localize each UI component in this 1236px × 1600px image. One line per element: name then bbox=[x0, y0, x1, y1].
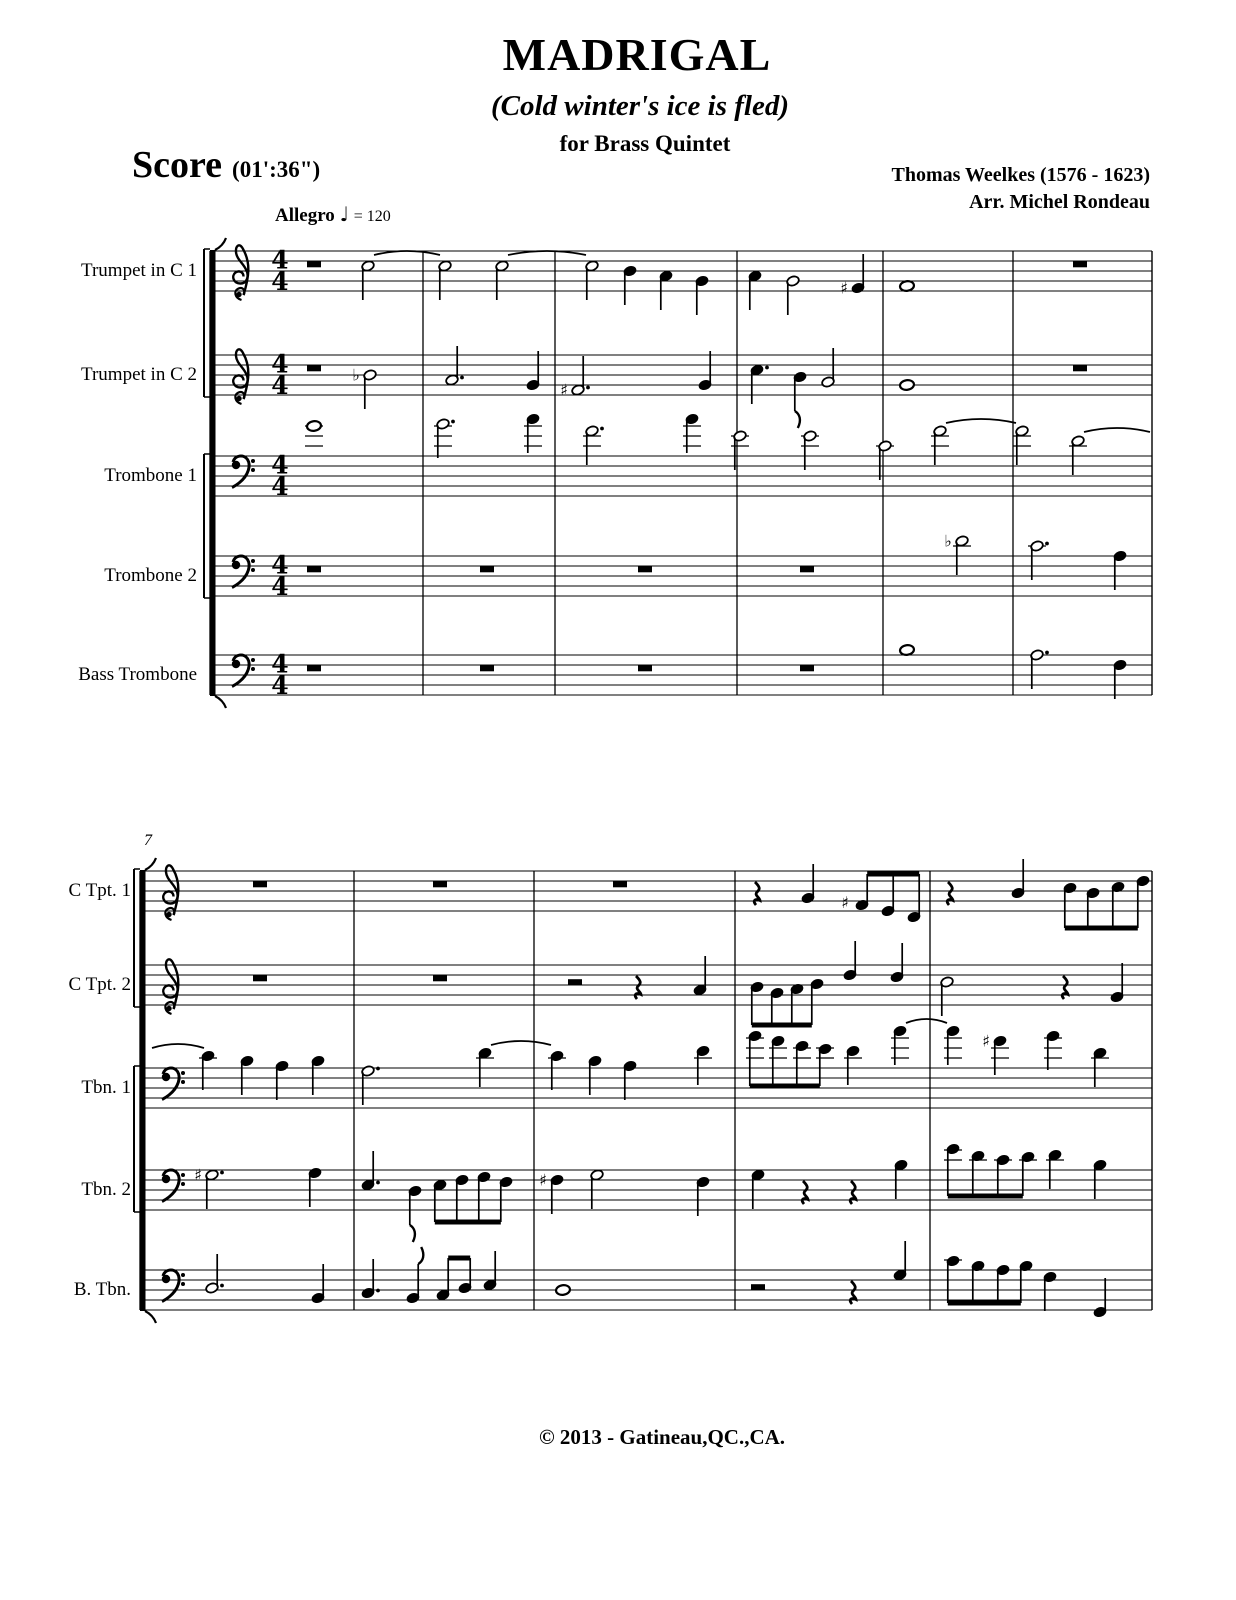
note bbox=[1044, 1030, 1062, 1070]
system-bar bbox=[210, 250, 216, 696]
staff-label: C Tpt. 2 bbox=[68, 974, 131, 995]
note bbox=[659, 270, 673, 310]
note bbox=[539, 1171, 564, 1215]
note bbox=[899, 379, 914, 390]
note bbox=[495, 260, 509, 300]
bass-clef-icon bbox=[162, 1068, 185, 1100]
tie bbox=[152, 1044, 204, 1048]
treble-clef-icon bbox=[163, 959, 178, 1014]
rest bbox=[253, 976, 267, 982]
ensemble-line: for Brass Quintet bbox=[559, 131, 731, 156]
note bbox=[1093, 1278, 1107, 1318]
staff-label: Trumpet in C 2 bbox=[81, 364, 197, 385]
note bbox=[940, 976, 954, 1016]
note bbox=[361, 1151, 380, 1191]
score-label: Score bbox=[132, 144, 223, 186]
note bbox=[694, 1045, 712, 1085]
bass-clef-icon bbox=[162, 1170, 185, 1202]
svg-text:4: 4 bbox=[271, 371, 289, 400]
staff-group-bracket bbox=[204, 454, 210, 598]
rest bbox=[433, 882, 447, 888]
system-bar bbox=[140, 870, 146, 1311]
svg-text:♯: ♯ bbox=[560, 380, 568, 400]
treble-clef-icon bbox=[163, 865, 178, 920]
tempo-value: = 120 bbox=[353, 208, 391, 225]
note bbox=[876, 440, 894, 480]
note bbox=[311, 1055, 325, 1095]
note bbox=[748, 270, 762, 310]
staff-label: Bass Trombone bbox=[78, 664, 197, 685]
note bbox=[801, 430, 819, 470]
bass-clef-icon bbox=[232, 456, 255, 488]
rest bbox=[1073, 366, 1087, 372]
note bbox=[695, 275, 709, 315]
composer-line: Thomas Weelkes (1576 - 1623) bbox=[891, 164, 1150, 186]
svg-text:4: 4 bbox=[271, 267, 289, 296]
system bbox=[134, 858, 1152, 1323]
note bbox=[361, 1065, 380, 1105]
rest bbox=[307, 666, 321, 672]
tie bbox=[491, 1041, 551, 1045]
page-subtitle: (Cold winter's ice is fled) bbox=[490, 90, 790, 122]
note bbox=[1046, 1149, 1064, 1189]
note bbox=[1113, 550, 1127, 590]
svg-text:♯: ♯ bbox=[194, 1165, 202, 1185]
note bbox=[944, 532, 971, 576]
staff-group-bracket bbox=[134, 1066, 140, 1212]
note bbox=[844, 1045, 862, 1085]
rest bbox=[638, 567, 652, 573]
note bbox=[555, 1284, 570, 1295]
svg-text:4: 4 bbox=[271, 671, 289, 700]
note bbox=[583, 425, 604, 465]
note bbox=[275, 1060, 289, 1100]
staff bbox=[140, 1170, 1152, 1210]
note bbox=[1011, 859, 1025, 899]
note bbox=[843, 941, 857, 981]
note bbox=[408, 1185, 422, 1242]
note bbox=[894, 1159, 908, 1199]
note bbox=[1013, 425, 1031, 465]
accidental bbox=[841, 893, 849, 912]
treble-clef-icon bbox=[233, 349, 248, 404]
tie bbox=[1084, 428, 1150, 432]
note bbox=[944, 1025, 962, 1065]
note bbox=[1113, 659, 1127, 699]
rest bbox=[802, 1181, 808, 1204]
note bbox=[698, 351, 712, 391]
staff-label: B. Tbn. bbox=[73, 1279, 131, 1300]
note bbox=[560, 356, 590, 400]
staff bbox=[140, 1068, 1152, 1108]
note bbox=[931, 425, 949, 465]
rest bbox=[307, 567, 321, 573]
note bbox=[445, 346, 464, 386]
staff bbox=[210, 456, 1152, 496]
note bbox=[899, 644, 914, 655]
beamed-notes bbox=[433, 1171, 513, 1222]
note bbox=[1091, 1047, 1109, 1087]
svg-text:4: 4 bbox=[271, 245, 289, 275]
svg-text:♯: ♯ bbox=[840, 278, 848, 298]
tie bbox=[946, 419, 1016, 423]
note bbox=[1093, 1159, 1107, 1199]
note bbox=[899, 280, 914, 291]
staff-group-bracket bbox=[204, 249, 210, 397]
note bbox=[194, 1166, 224, 1210]
note bbox=[1069, 435, 1087, 475]
note bbox=[361, 260, 375, 300]
svg-text:♭: ♭ bbox=[944, 531, 952, 551]
duration-label: (01':36") bbox=[232, 157, 321, 182]
rest bbox=[253, 882, 267, 888]
note bbox=[361, 1259, 380, 1299]
rest bbox=[307, 262, 321, 268]
note bbox=[1028, 540, 1049, 580]
tie bbox=[906, 1019, 947, 1023]
rest bbox=[850, 1281, 856, 1304]
staff bbox=[210, 655, 1152, 695]
rest bbox=[638, 666, 652, 672]
note bbox=[890, 943, 904, 983]
svg-text:4: 4 bbox=[271, 349, 289, 379]
note bbox=[891, 1025, 909, 1065]
staff-label: Tbn. 2 bbox=[81, 1179, 131, 1200]
note bbox=[205, 1254, 224, 1294]
staff bbox=[210, 251, 1152, 291]
note bbox=[786, 275, 800, 315]
rest bbox=[568, 979, 582, 985]
rest bbox=[613, 882, 627, 888]
bass-clef-icon bbox=[232, 655, 255, 687]
arranger-line: Arr. Michel Rondeau bbox=[969, 191, 1150, 213]
rest bbox=[751, 1284, 765, 1290]
svg-text:♯: ♯ bbox=[982, 1031, 990, 1051]
note bbox=[548, 1050, 566, 1090]
staff-group-bracket bbox=[134, 869, 140, 1007]
staff-label: Trombone 1 bbox=[104, 465, 197, 486]
note bbox=[588, 1055, 602, 1095]
treble-clef-icon bbox=[233, 245, 248, 300]
note bbox=[308, 1167, 322, 1207]
staff bbox=[210, 556, 1152, 596]
rest bbox=[1073, 262, 1087, 268]
note bbox=[526, 351, 540, 391]
staff bbox=[140, 871, 1152, 911]
note bbox=[240, 1055, 254, 1095]
note bbox=[406, 1247, 423, 1304]
beamed-notes bbox=[944, 1255, 1033, 1303]
note bbox=[793, 371, 807, 428]
staff-label: C Tpt. 1 bbox=[68, 880, 131, 901]
system bbox=[204, 238, 1152, 708]
note bbox=[751, 1169, 765, 1209]
note bbox=[476, 1047, 494, 1087]
bass-clef-icon bbox=[162, 1270, 185, 1302]
bass-clef-icon bbox=[232, 556, 255, 588]
note bbox=[893, 1241, 907, 1281]
note bbox=[199, 1050, 217, 1090]
svg-text:4: 4 bbox=[271, 450, 289, 480]
staff bbox=[140, 965, 1152, 1005]
tempo-note-icon: ♩ bbox=[339, 202, 349, 226]
note bbox=[683, 413, 701, 453]
note bbox=[305, 420, 323, 446]
copyright-line: © 2013 - Gatineau,QC.,CA. bbox=[538, 1425, 786, 1449]
rest bbox=[433, 976, 447, 982]
note bbox=[693, 956, 707, 996]
note bbox=[524, 413, 542, 453]
svg-text:♯: ♯ bbox=[841, 893, 849, 912]
note bbox=[623, 265, 637, 305]
staff-label: Trombone 2 bbox=[104, 565, 197, 586]
note bbox=[585, 260, 599, 300]
svg-text:4: 4 bbox=[271, 572, 289, 601]
svg-text:♯: ♯ bbox=[539, 1170, 547, 1190]
note bbox=[1043, 1271, 1057, 1311]
note bbox=[590, 1169, 604, 1209]
staff-label: Trumpet in C 1 bbox=[81, 260, 197, 281]
svg-text:4: 4 bbox=[271, 472, 289, 501]
note bbox=[623, 1060, 637, 1100]
tempo-word: Allegro bbox=[275, 205, 335, 226]
tie bbox=[508, 251, 586, 255]
note bbox=[434, 418, 455, 458]
rest bbox=[850, 1181, 856, 1204]
tie bbox=[374, 251, 440, 255]
svg-text:4: 4 bbox=[271, 649, 289, 679]
note bbox=[821, 348, 835, 388]
page-title: MADRIGAL bbox=[502, 29, 772, 80]
rest bbox=[307, 366, 321, 372]
measure-number: 7 bbox=[144, 832, 152, 849]
rest bbox=[800, 666, 814, 672]
note bbox=[801, 864, 815, 904]
note bbox=[352, 366, 377, 410]
rest bbox=[800, 567, 814, 573]
note bbox=[731, 430, 749, 470]
note bbox=[438, 260, 452, 300]
svg-text:4: 4 bbox=[271, 550, 289, 580]
svg-text:♭: ♭ bbox=[352, 365, 360, 385]
rest bbox=[480, 567, 494, 573]
note bbox=[750, 364, 769, 404]
staff-label: Tbn. 1 bbox=[81, 1077, 131, 1098]
note bbox=[1110, 963, 1124, 1003]
note bbox=[483, 1251, 497, 1291]
rest bbox=[480, 666, 494, 672]
